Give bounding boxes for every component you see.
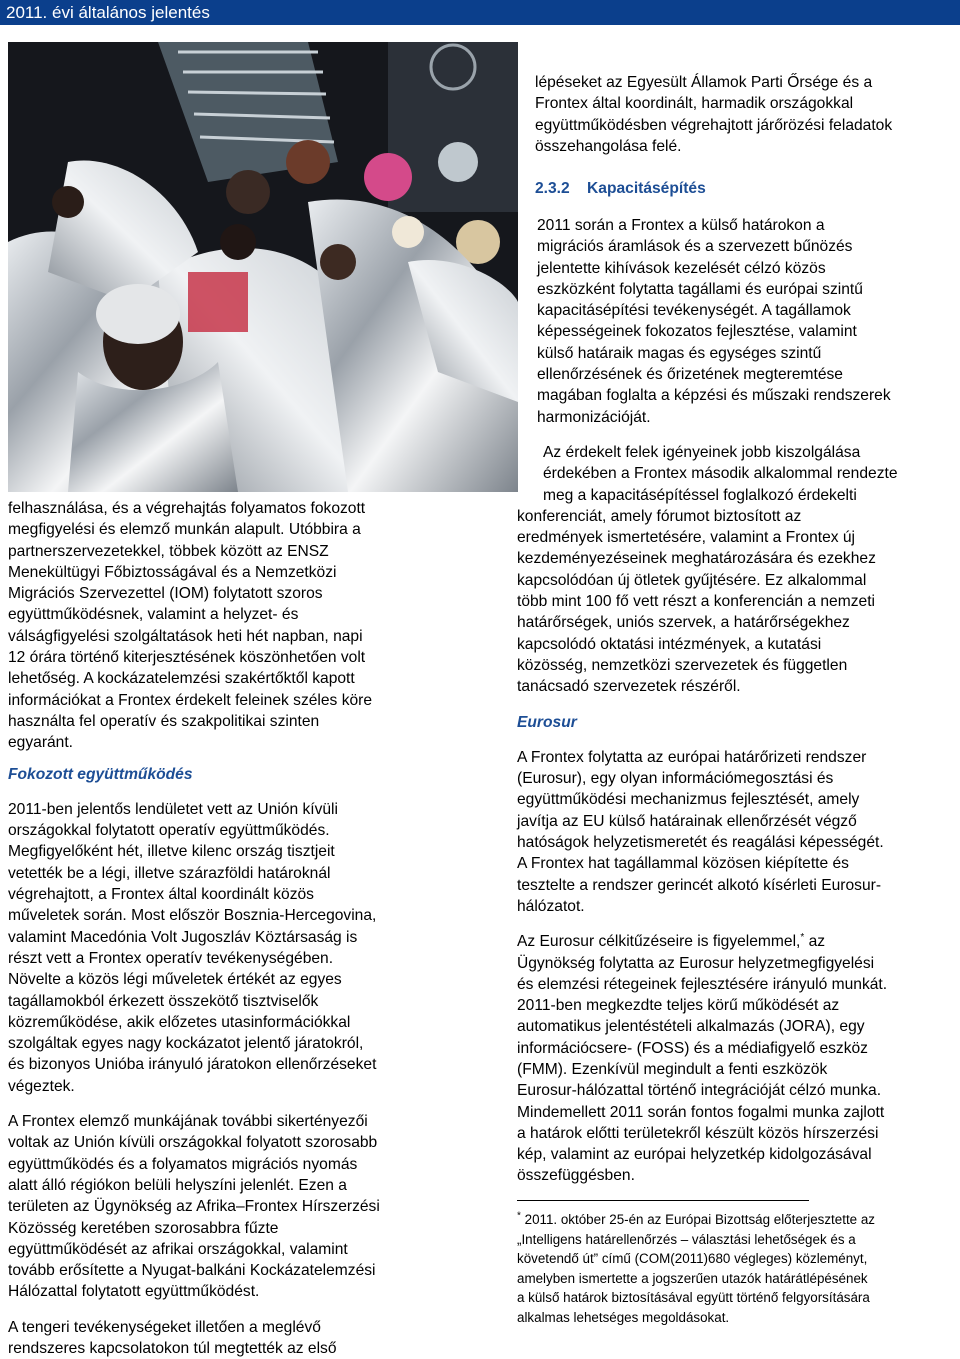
text-line: migrációs áramlások és a szervezett bűnözés: [537, 238, 853, 256]
text-line: 2011 során a Frontex a külső határokon a: [537, 217, 825, 234]
text-line: összehangolása felé.: [535, 137, 682, 155]
text-line: Frontex által koordinált, harmadik országokkal: [535, 95, 854, 113]
left-paragraph-1: [8, 498, 448, 754]
text-line: Mindemellett 2011 során fontos fogalmi munka zajlott: [517, 1103, 885, 1121]
text-line: hálózatot.: [517, 897, 585, 915]
text-line: kapacitásépítési tevékenységét. A tagállamok: [537, 302, 851, 320]
text-line: országokkal folytatott operatív együttműködés.: [8, 822, 330, 840]
text-line: ellenőrzésének és őrizetének megteremtése: [537, 366, 843, 384]
eurosur-paragraph-2: [517, 931, 957, 1187]
text-line: harmonizációját.: [537, 408, 651, 426]
text-line: műveletek során. Most először Bosznia-Hercegovina,: [8, 907, 377, 925]
section-heading-block: [535, 178, 955, 199]
text-line: tanácsadó szervezetek részéről.: [517, 678, 741, 696]
text-line: eszközként folytatta tagállami és európai szintű: [537, 280, 863, 298]
text-line: Az érdekelt felek igényeinek jobb kiszolgálása: [543, 443, 861, 461]
footnote-marker[interactable]: *: [800, 932, 805, 944]
text-line: 2011-ben megkezdte teljes körű működését az: [517, 997, 840, 1015]
text-line: összefüggésben.: [517, 1167, 635, 1185]
text-line: tovább erősítette a Nyugat-balkáni Kockázatelemzési: [8, 1262, 376, 1280]
text-line: amelyben ismertette a jogszerűen utazók határátlépésének: [517, 1270, 868, 1286]
eurosur-heading: Eurosur: [517, 713, 577, 731]
header-title: 2011. évi általános jelentés: [6, 3, 210, 22]
text-line: több mint 100 fő vett részt a konferencián a nemzeti: [517, 593, 875, 611]
text-line: automatikus jelentéstételi alkalmazás (JORA), egy: [517, 1018, 865, 1036]
eurosur-paragraph-1: [517, 747, 957, 917]
text-line: A Frontex elemző munkájának további sikertényezői: [8, 1113, 368, 1131]
text-line: hatóságok helyzetismeretét és reagálási képességét.: [517, 834, 884, 852]
left-paragraph-2: [8, 799, 448, 1097]
right-top-paragraph: [535, 72, 955, 157]
text-line: információcsere- (FOSS) és a médiafigyelő eszköz: [517, 1039, 868, 1057]
text-line: Ügynökség folytatta az Eurosur helyzetmegfigyelési: [517, 954, 875, 972]
text-line: voltak az Unión kívüli országokkal folyatott szorosabb: [8, 1134, 378, 1152]
text-line: magában foglalta a képzési és műszaki rendszerek: [537, 387, 891, 405]
text-line: [517, 1210, 957, 1230]
text-line: konferenciát, amely fórumot biztosított az: [517, 507, 802, 525]
text-line: (Eurosur), egy olyan információmegosztási és: [517, 770, 834, 788]
cooperation-heading: Fokozott együttműködés: [8, 765, 193, 783]
text-line: képességeinek fokozatos fejlesztése, valamint: [537, 323, 857, 341]
text-line: felhasználása, és a végrehajtás folyamatos fokozott: [8, 500, 366, 517]
text-line: kezdeményezéseinek meghatározására és ezekhez: [517, 550, 876, 568]
text-line: (FMM). Ezenkívül megindult a fenti eszközök: [517, 1060, 828, 1078]
text-line: rendszeres kapcsolatokon túl megtették az első: [8, 1339, 337, 1357]
text-run: Az Eurosur célkitűzéseire is figyelemmel,: [517, 933, 801, 951]
text-line: A Frontex hat tagállammal közösen kiépítette és: [517, 855, 849, 873]
text-line: Hálózattal folytatott együttműködést.: [8, 1283, 260, 1301]
text-line: határőrségek, uniós szervek, a határőrségekhez: [517, 614, 850, 632]
text-line: közösség, nemzetközi szervezetek és független: [517, 656, 848, 674]
text-line: Közösség keretében szorosabbra fűzte: [8, 1219, 279, 1237]
photo-migrants-on-deck: [8, 42, 518, 492]
text-line: szolgáltak egyes nagy kockázatot jelentő járatokról,: [8, 1035, 364, 1053]
text-line: Megfigyelőként hét, illetve kilenc ország tisztjeit: [8, 843, 335, 861]
text-run: az: [804, 933, 826, 951]
left-paragraph-4: [8, 1317, 448, 1359]
text-line: végeztek.: [8, 1077, 75, 1095]
text-line: részt vett a Frontex operatív tevékenységében.: [8, 949, 334, 967]
text-line: javítja az EU külső határainak ellenőrzését végző: [517, 812, 857, 830]
text-line: eredmények ismertetésére, valamint a Frontex új: [517, 529, 856, 547]
text-line: A Frontex folytatta az európai határőrizeti rendszer: [517, 748, 867, 766]
section-heading: 2.3.2 Kapacitásépítés: [535, 180, 706, 197]
text-line: partnerszervezetekkel, többek között az ENSZ: [8, 542, 329, 560]
text-line: lehetőség. A kockázatelemzési szakértőktől kapott: [8, 670, 355, 688]
text-line: használta fel operatív és szakpolitikai szinten: [8, 712, 320, 730]
text-line: együttműködés és a folyamatos migrációs nyomás: [8, 1155, 358, 1173]
text-line: alatt álló régiókon belüli helyszíni jelenlét. Ezen a: [8, 1176, 347, 1194]
text-line: vetették be a légi, illetve szárazföldi határoknál: [8, 864, 331, 882]
text-line: a külső határok biztosításával együtt történő felgyorsítására: [517, 1290, 870, 1306]
text-line: megfigyelési és elemző munkán alapult. Utóbbira a: [8, 521, 361, 539]
text-line: meg a kapacitásépítéssel foglalkozó érdekelti: [543, 486, 857, 504]
text-line: jelentette kihívások kezelését célzó közös: [537, 259, 826, 277]
text-line: területen az Ügynökség az Afrika–Frontex Hírszerzési: [8, 1198, 380, 1216]
text-line: kapcsolódó oktatási intézmények, a kutatási: [517, 635, 822, 653]
text-line: érdekében a Frontex második alkalommal rendezte: [543, 465, 898, 483]
page-header: [0, 0, 960, 25]
text-line: együttműködését az afrikai országokkal, valamint: [8, 1240, 348, 1258]
text-line: Eurosur-hálózattal történő integrációját célzó munka.: [517, 1082, 882, 1100]
left-column: [8, 498, 448, 1359]
text-line: „Intelligens határellenőrzés – választási lehetőségek és a: [517, 1231, 856, 1247]
text-line: 12 órára történő kiterjesztésének köszönhetően volt: [8, 649, 366, 667]
text-line: információkat a Frontex érdekelt feleinek széles köre: [8, 691, 373, 709]
text-line: [517, 931, 957, 952]
text-line: A tengeri tevékenységeket illetően a meglévő: [8, 1318, 321, 1336]
text-line: együttműködésnek, valamint a helyzet- és: [8, 606, 299, 624]
text-line: valamint Macedónia Volt Jugoszláv Köztársaság is: [8, 928, 358, 946]
text-line: együttműködésben végrehajtott járőrözési feladatok: [535, 116, 893, 134]
text-line: alkalmas lehetséges megoldásokat.: [517, 1309, 730, 1325]
section-paragraph-2: [517, 442, 957, 698]
text-run: 2011. október 25-én az Európai Bizottság előterjesztette az: [520, 1212, 875, 1227]
text-line: együttműködési mechanizmus fejlesztését, amely: [517, 791, 860, 809]
left-paragraph-3: [8, 1111, 448, 1303]
text-line: egyaránt.: [8, 734, 74, 752]
text-line: lépéseket az Egyesült Államok Parti Őrsége és a: [535, 74, 873, 91]
footnote: [517, 1210, 957, 1328]
right-main-column: [517, 215, 957, 1187]
photo-illustration: [8, 42, 518, 492]
text-line: tagállamokból érkezett összekötő tisztviselők: [8, 992, 319, 1010]
text-line: közreműködése, akik előzetes utasinformációkkal: [8, 1013, 351, 1031]
text-line: követendő út” című (COM(2011)680 végleges) közleményt,: [517, 1251, 868, 1267]
text-line: külső határaik magas és egységes szintű: [537, 344, 822, 362]
text-line: válságfigyelési szolgáltatások heti hét napban, napi: [8, 627, 363, 645]
text-line: Menekültügyi Főbiztosságával és a Nemzetközi: [8, 563, 337, 581]
text-line: kép, valamint az európai helyzetkép kidolgozásával: [517, 1146, 872, 1164]
text-line: Növelte a közös légi műveletek értékét az egyes: [8, 971, 342, 989]
footnote-rule: [517, 1200, 809, 1201]
footnote-marker: *: [517, 1210, 521, 1222]
section-paragraph-1: [517, 215, 957, 428]
text-line: a határok előtti területekről készült közös hírszerzési: [517, 1124, 879, 1142]
text-line: végrehajtott, a Frontex által koordinált közös: [8, 886, 314, 904]
text-line: tesztelte a rendszer gerincét alkotó kísérleti Eurosur-: [517, 876, 882, 894]
text-line: Migrációs Szervezettel (IOM) folytatott szoros: [8, 585, 323, 603]
text-line: kapcsolódóan új ötletek gyűjtésére. Ez alkalommal: [517, 571, 867, 589]
text-line: 2011-ben jelentős lendületet vett az Unión kívüli: [8, 800, 338, 818]
text-line: és elemzési rétegeinek fejlesztésére irányuló munkát.: [517, 975, 888, 993]
text-line: és bizonyos Unióba irányuló járatokon ellenőrzéseket: [8, 1056, 377, 1074]
